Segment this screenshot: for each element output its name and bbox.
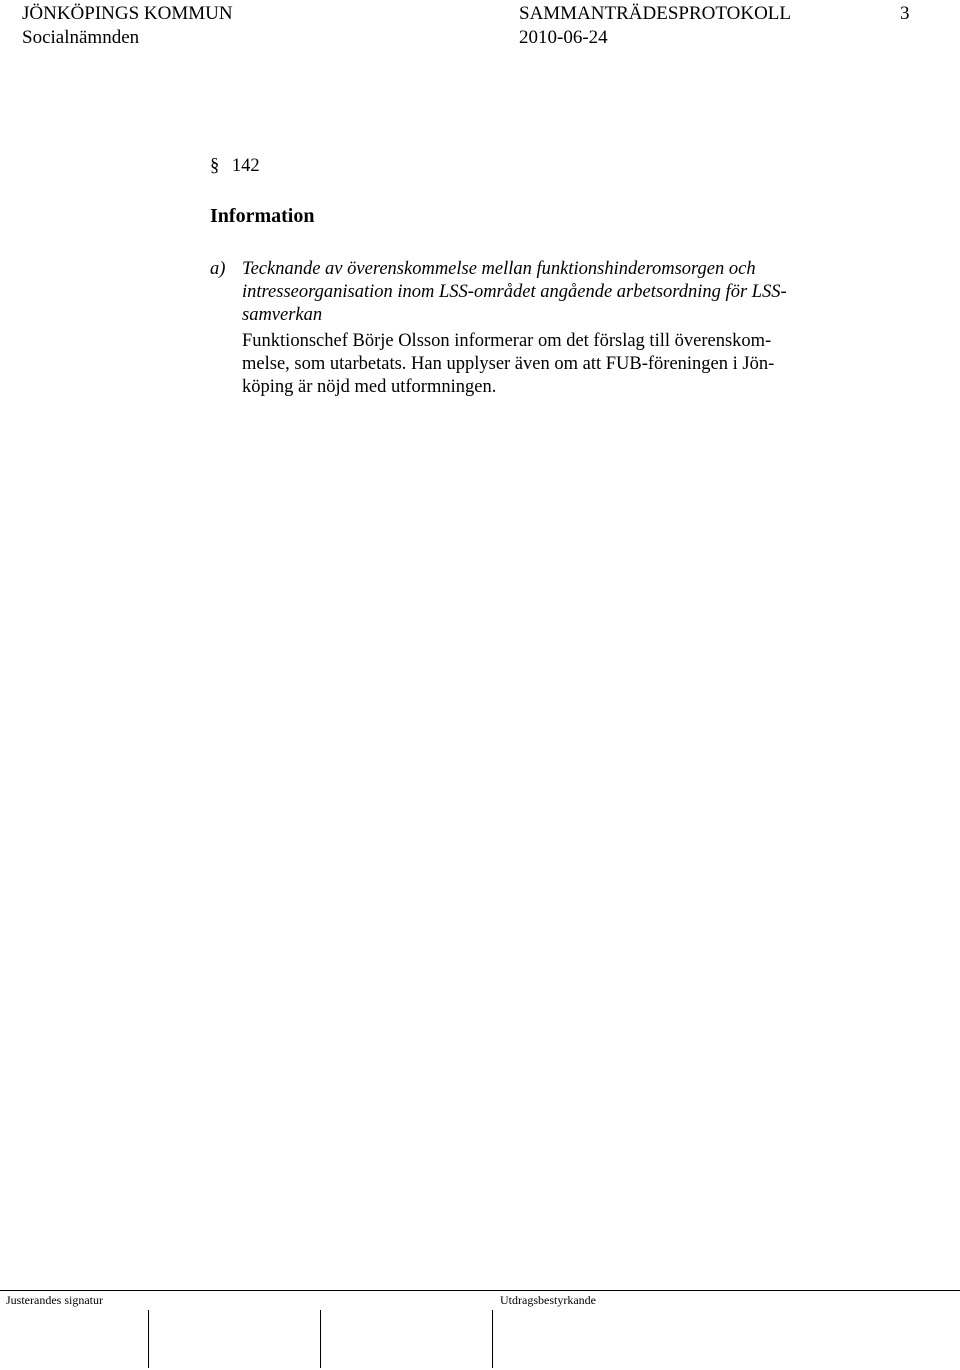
item-body-line: Funktionschef Börje Olsson informerar om det förslag till överenskom-: [242, 331, 772, 351]
item-body-line: köping är nöjd med utformningen.: [242, 377, 497, 397]
certification-label: Utdragsbestyrkande: [500, 1293, 596, 1307]
section-title: Information: [210, 205, 315, 227]
header-doc-type: SAMMANTRÄDESPROTOKOLL: [519, 3, 792, 24]
header-committee: Socialnämnden: [22, 27, 140, 48]
footer-rule: [0, 1290, 960, 1291]
header-org: JÖNKÖPINGS KOMMUN: [22, 3, 233, 24]
signature-divider: [492, 1310, 493, 1368]
signature-divider: [148, 1310, 149, 1368]
header-page-number: 3: [900, 3, 910, 24]
item-body-line: melse, som utarbetats. Han upplyser även om att FUB-föreningen i Jön-: [242, 354, 775, 374]
signature-divider: [320, 1310, 321, 1368]
section-number: [210, 155, 260, 178]
item-title-line: samverkan: [242, 305, 323, 325]
signature-label: Justerandes signatur: [6, 1293, 103, 1307]
item-title-line: Tecknande av överenskommelse mellan funktionshinderomsorgen och: [242, 259, 756, 279]
item-title-line: intresseorganisation inom LSS-området angående arbetsordning för LSS-: [242, 282, 787, 302]
item-marker: a): [210, 259, 226, 279]
header-date: 2010-06-24: [519, 27, 608, 48]
section-number-value: 142: [231, 156, 260, 176]
section-symbol: §: [210, 156, 220, 176]
